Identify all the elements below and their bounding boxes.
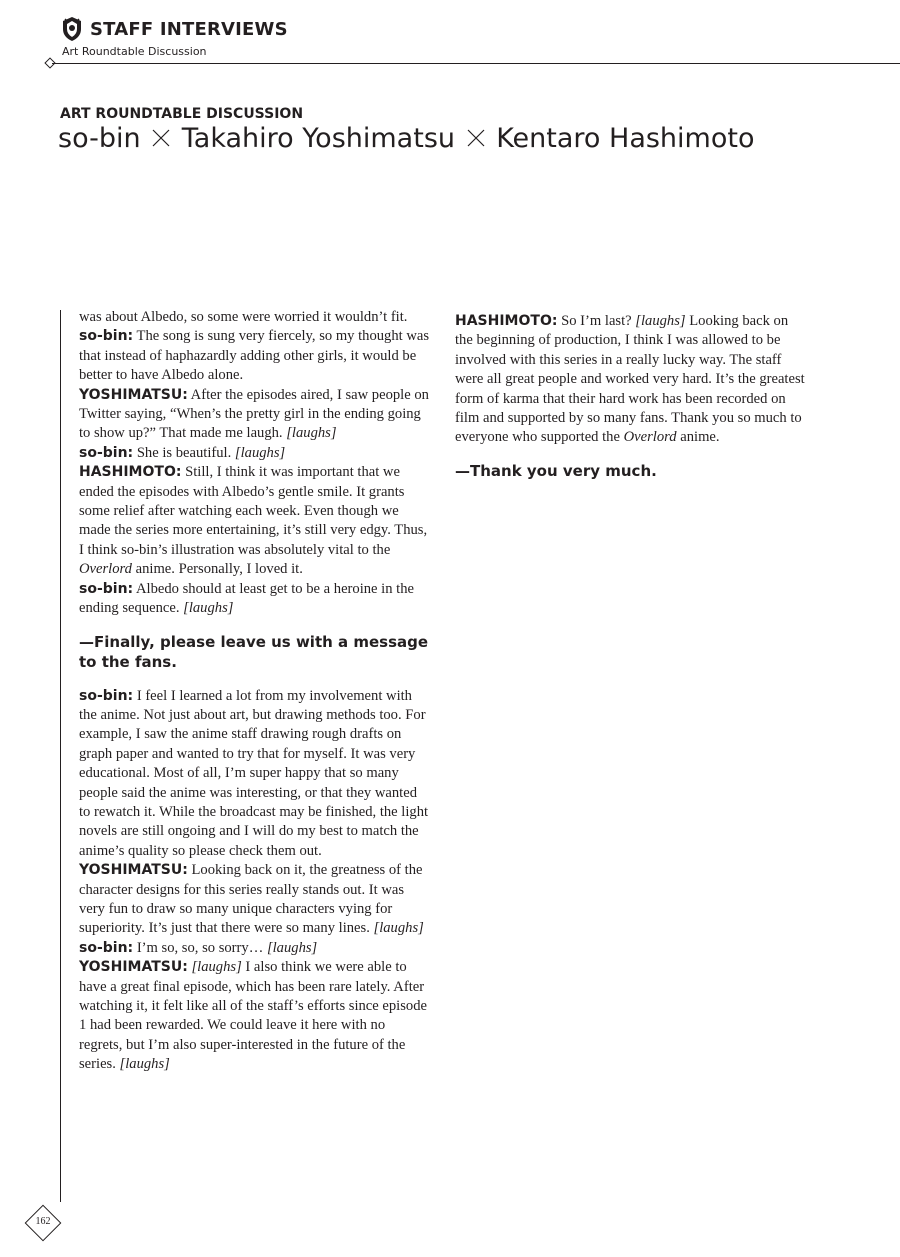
paragraph: was about Albedo, so some were worried it wouldn’t fit. [79, 309, 408, 325]
paragraph: so-bin: She is beautiful. [laughs] [79, 444, 286, 461]
paragraph: so-bin: I’m so, so, so sorry… [laughs] [79, 939, 318, 956]
paragraph: HASHIMOTO: Still, I think it was important that we ended the episodes with Albedo’s gentle smile. It grants some relief after watching each week. Even though we made the series more entertaining, it’s still very edgy. Thus, I think so-bin’s illustration was absolutely vital to the Overlord anime. Personally, I loved it. [79, 464, 428, 578]
header-rule [52, 63, 900, 64]
right-column [455, 312, 805, 496]
crest-emblem-icon [60, 16, 84, 42]
speaker-label: YOSHIMATSU: [79, 959, 188, 976]
cross-separator-icon [466, 128, 486, 148]
title-name-3: Kentaro Hashimoto [496, 123, 755, 154]
paragraph: so-bin: Albedo should at least get to be a heroine in the ending sequence. [laughs] [79, 580, 415, 617]
speaker-label: so-bin: [79, 939, 134, 956]
paragraph: YOSHIMATSU: [laughs] I also think we were able to have a great final episode, which has been rare lately. After watching it, it felt like all of the staff’s efforts since episode 1 had been rewarded. We could leave it here with no regrets, but I’m also super-interested in the future of the series. [laughs] [79, 959, 427, 1073]
speaker-label: so-bin: [79, 687, 134, 704]
section-subtitle: Art Roundtable Discussion [62, 45, 207, 58]
article-title [58, 123, 754, 154]
page-number: 162 [35, 1216, 51, 1227]
speaker-label: so-bin: [79, 580, 134, 597]
title-name-1: so-bin [58, 123, 141, 154]
paragraph: so-bin: I feel I learned a lot from my involvement with the anime. Not just about art, but drawing methods too. For example, I saw the anime staff drawing rough drafts on graph paper and wanted to try that for myself. It was very educational. Most of all, I’m super happy that so many people said the anime was interesting, or that they wanted to rewatch it. While the broadcast may be finished, the light novels are still ongoing and I will do my best to match the anime’s quality so please check them out. [79, 687, 429, 859]
column-rule [60, 310, 61, 1202]
paragraph: YOSHIMATSU: Looking back on it, the greatness of the character designs for this series really stands out. It was very fun to draw so many unique characters vying for superiority. It’s just that there were so many lines. [laughs] [79, 862, 424, 937]
interview-question: —Finally, please leave us with a message to the fans. [79, 632, 429, 671]
cross-separator-icon [151, 128, 171, 148]
speaker-label: so-bin: [79, 328, 134, 345]
speaker-label: HASHIMOTO: [79, 464, 182, 481]
paragraph: so-bin: The song is sung very fiercely, so my thought was that instead of haphazardly adding other girls, it would be better to have Albedo alone. [79, 328, 430, 384]
speaker-label: HASHIMOTO: [455, 313, 558, 329]
speaker-label: so-bin: [79, 444, 134, 461]
paragraph: HASHIMOTO: So I’m last? [laughs] Looking back on the beginning of production, I think I was allowed to be involved with this series in a really lucky way. The staff were all great people and worked very hard. It’s the greatest form of karma that their hard work has been recorded on film and supported by so many fans. Thank you so much to everyone who supported the Overlord anime. [455, 313, 805, 446]
article-kicker: ART ROUNDTABLE DISCUSSION [60, 106, 304, 122]
speaker-label: YOSHIMATSU: [79, 862, 188, 879]
section-title: STAFF INTERVIEWS [90, 19, 288, 40]
left-column [79, 308, 431, 1075]
title-name-2: Takahiro Yoshimatsu [181, 123, 455, 154]
speaker-label: YOSHIMATSU: [79, 386, 188, 403]
paragraph: YOSHIMATSU: After the episodes aired, I saw people on Twitter saying, “When’s the pretty girl in the ending going to show up?” That made me laugh. [laughs] [79, 386, 429, 442]
closing-remark: —Thank you very much. [455, 461, 657, 480]
